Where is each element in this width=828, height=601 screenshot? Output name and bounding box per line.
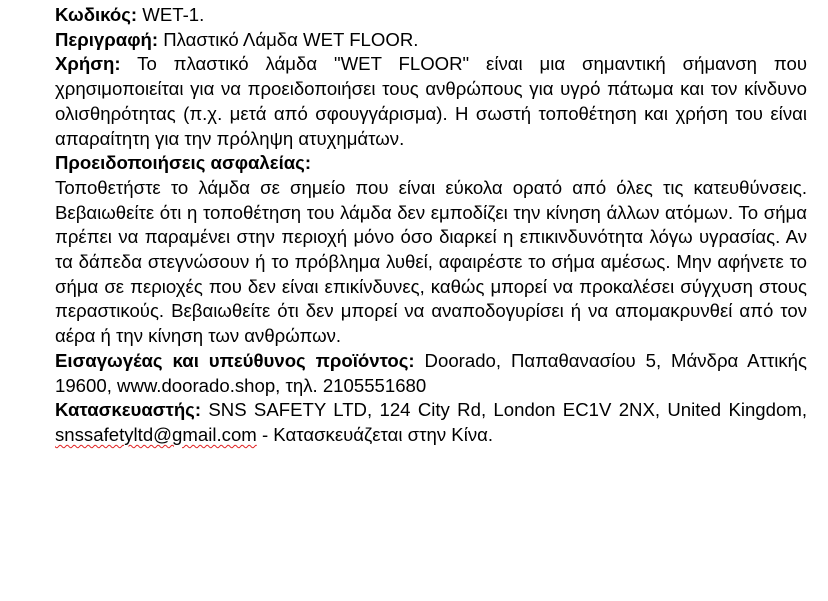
manufacturer-paragraph <box>55 398 807 447</box>
safety-text: Τοποθετήστε το λάμδα σε σημείο που είναι εύκολα ορατό από όλες τις κατευθύνσεις. Βεβαιωθείτε ότι η τοποθέτηση του λάμδα δεν εμποδίζει την κίνηση άλλων ατόμων. Το σήμα πρέπει να παραμένει στην περιοχή μόνο όσο διαρκεί η επικινδυνότητα λόγω υγρασίας. Αν τα δάπεδα στεγνώσουν ή το πρόβλημα λυθεί, αφαιρέστε το σήμα αμέσως. Μην αφήνετε το σήμα σε περιοχές που δεν είναι επικίνδυνες, καθώς μπορεί να προκαλέσει σύγχυση στους περαστικούς. Βεβαιωθείτε ότι δεν μπορεί να αναποδογυρίσει ή να απομακρυνθεί από τον αέρα ή την κίνηση των ανθρώπων. <box>55 176 807 347</box>
code-value: WET-1. <box>142 4 205 25</box>
code-line <box>55 3 807 28</box>
usage-label: Χρήση: <box>55 53 121 75</box>
importer-text: Doorado, Παπαθανασίου 5, Μάνδρα Αττικής 19600, www.doorado.shop, τηλ. 2105551680 <box>55 349 807 396</box>
safety-heading: Προειδοποιήσεις ασφαλείας: <box>55 152 312 174</box>
manufacturer-text-end: - Κατασκευάζεται στην Κίνα. <box>261 423 494 445</box>
usage-paragraph <box>55 52 807 151</box>
importer-paragraph <box>55 349 807 398</box>
manufacturer-email: snssafetyltd@gmail.com <box>55 423 257 445</box>
safety-section <box>55 151 807 349</box>
importer-label: Εισαγωγέας και υπεύθυνος προϊόντος: <box>55 349 415 371</box>
code-label: Κωδικός: <box>55 4 138 25</box>
description-label: Περιγραφή: <box>55 28 159 50</box>
usage-text: Το πλαστικό λάμδα "WET FLOOR" είναι μια σημαντική σήμανση που χρησιμοποιείται για να προειδοποιήσει τους ανθρώπους για υγρό πάτωμα και τον κίνδυνο ολισθηρότητας (π.χ. μετά από σφουγγάρισμα). Η σωστή τοποθέτηση και χρήση του είναι απαραίτητη για την πρόληψη ατυχημάτων. <box>55 53 807 149</box>
manufacturer-label: Κατασκευαστής: <box>55 399 202 421</box>
description-line <box>55 28 807 53</box>
description-value: Πλαστικό Λάμδα WET FLOOR. <box>163 28 419 50</box>
product-document <box>55 3 807 448</box>
manufacturer-text: SNS SAFETY LTD, 124 City Rd, London EC1V 2NX, United Kingdom, <box>208 399 807 421</box>
